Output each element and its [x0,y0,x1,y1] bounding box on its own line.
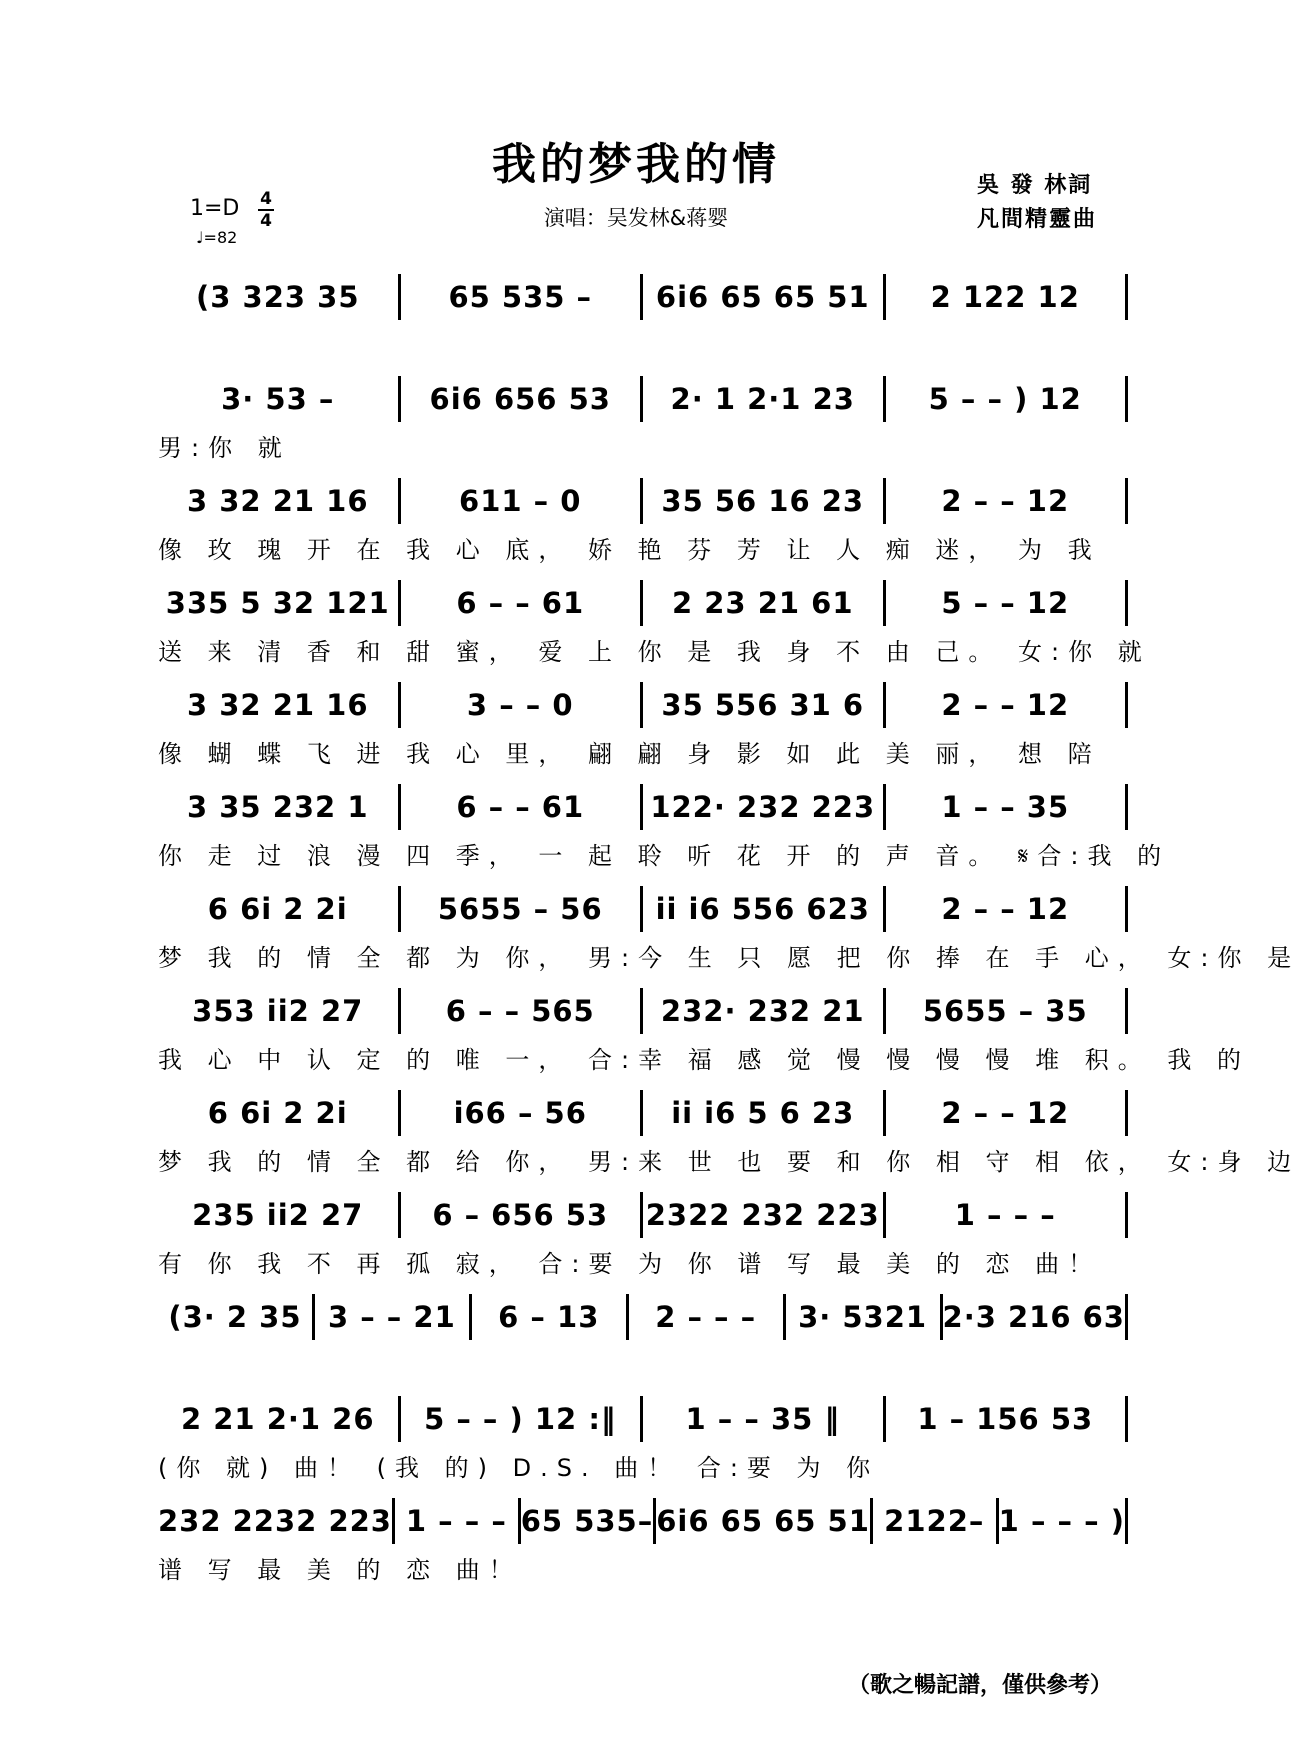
lyric-line: 你 走 过 浪 漫 四 季， 一 起 聆 听 花 开 的 声 音。 𝄋合:我 的 [158,842,1171,870]
measure: 6i6 65 65 51 [643,274,886,320]
lyric-line: 有 你 我 不 再 孤 寂， 合:要 为 你 谱 写 最 美 的 恋 曲！ [158,1250,1102,1278]
measure: 6 – – 565 [401,988,644,1034]
measure: 2 – – 12 [886,1090,1129,1136]
lyric-line: 谱 写 最 美 的 恋 曲！ [158,1556,522,1584]
measure: 1 – – 35 ‖ [643,1396,886,1442]
lyric-line: 像 蝴 蝶 飞 进 我 心 里， 翩 翩 身 影 如 此 美 丽， 想 陪 [158,740,1101,768]
measure: 2 – – – [629,1294,786,1340]
measure: 3 35 232 1 [158,784,401,830]
time-top: 4 [260,189,272,209]
lyric-line: 男:你 就 [158,434,291,462]
measure: 3 32 21 16 [158,478,401,524]
measure: 3 – – 0 [401,682,644,728]
lyric-line: 梦 我 的 情 全 都 给 你， 男:来 世 也 要 和 你 相 守 相 依， 女:身 边 [158,1148,1300,1176]
measure: 5655 – 35 [886,988,1129,1034]
lyric-line: 梦 我 的 情 全 都 为 你， 男:今 生 只 愿 把 你 捧 在 手 心， 女:你 是 [158,944,1300,972]
measure: 2· 1 2·1 23 [643,376,886,422]
measure: 5 – – ) 12 [886,376,1129,422]
measure: 65 535 – [401,274,644,320]
measure: 6 6i 2 2i [158,886,401,932]
note-line [158,1390,1128,1442]
key-signature: 1=D [190,196,240,221]
measure: 2 – – 12 [886,682,1129,728]
note-line [158,778,1128,830]
measure: 232· 232 21 [643,988,886,1034]
note-line [158,1186,1128,1238]
lyric-line: 我 心 中 认 定 的 唯 一， 合:幸 福 感 觉 慢 慢 慢 慢 堆 积。 我 的 [158,1046,1251,1074]
measure: 35 556 31 6 [643,682,886,728]
note-line [158,268,1128,320]
measure: 5 – – 12 [886,580,1129,626]
note-line [158,1084,1128,1136]
measure: 3· 5321 [786,1294,943,1340]
measure: 3 32 21 16 [158,682,401,728]
measure: 65 535– [521,1498,657,1544]
measure: (3· 2 35 [158,1294,315,1340]
lyric-line: 送 来 清 香 和 甜 蜜， 爱 上 你 是 我 身 不 由 己。 女:你 就 [158,638,1151,666]
note-line [158,676,1128,728]
measure: 2322 232 223 [643,1192,886,1238]
measure: 6i6 656 53 [401,376,644,422]
score-title: 我的梦我的情 [492,139,780,190]
note-line [158,472,1128,524]
measure: ii i6 556 623 [643,886,886,932]
note-line [158,370,1128,422]
measure: i66 – 56 [401,1090,644,1136]
measure: 5655 – 56 [401,886,644,932]
measure: 122· 232 223 [643,784,886,830]
measure: 35 56 16 23 [643,478,886,524]
measure: 235 ii2 27 [158,1192,401,1238]
lyricist: 吳 發 林詞 [976,172,1093,198]
measure: 335 5 32 121 [158,580,401,626]
measure: 2 21 2·1 26 [158,1396,401,1442]
measure: 2 – – 12 [886,478,1129,524]
measure: 2 23 21 61 [643,580,886,626]
footer-note: （歌之暢記譜，僅供參考） [847,1672,1112,1698]
measure: 6 – – 61 [401,580,644,626]
measure: 611 – 0 [401,478,644,524]
measure: 1 – – – [886,1192,1129,1238]
measure: 3 – – 21 [315,1294,472,1340]
measure: 6i6 65 65 51 [656,1498,873,1544]
measure: 2122– [873,1498,999,1544]
note-line [158,574,1128,626]
singer-credit: 演唱：吴发林&蒋婴 [543,206,729,230]
measure: 6 – 13 [472,1294,629,1340]
measure: 1 – – – ) [999,1498,1128,1544]
measure: 353 ii2 27 [158,988,401,1034]
note-line [158,982,1128,1034]
measure: 1 – – 35 [886,784,1129,830]
lyric-line: 像 玫 瑰 开 在 我 心 底， 娇 艳 芬 芳 让 人 痴 迷， 为 我 [158,536,1101,564]
note-line [158,1288,1128,1340]
measure: 6 – – 61 [401,784,644,830]
measure: 6 6i 2 2i [158,1090,401,1136]
measure: 2·3 216 63 [943,1294,1128,1340]
tempo-mark: ♩=82 [196,228,238,247]
note-line [158,880,1128,932]
measure: 6 – 656 53 [401,1192,644,1238]
note-line [158,1492,1128,1544]
composer: 凡間精靈曲 [976,206,1097,232]
time-bottom: 4 [260,211,272,231]
measure: 232 2232 223 [158,1498,395,1544]
measure: 1 – 156 53 [886,1396,1129,1442]
measure: (3 323 35 [158,274,401,320]
measure: 2 – – 12 [886,886,1129,932]
measure: 3· 53 – [158,376,401,422]
measure: 2 122 12 [886,274,1129,320]
measure: 1 – – – [395,1498,521,1544]
measure: 5 – – ) 12 :‖ [401,1396,644,1442]
lyric-line: (你 就) 曲！ (我 的) D.S. 曲！ 合:要 为 你 [158,1454,880,1482]
measure: ii i6 5 6 23 [643,1090,886,1136]
